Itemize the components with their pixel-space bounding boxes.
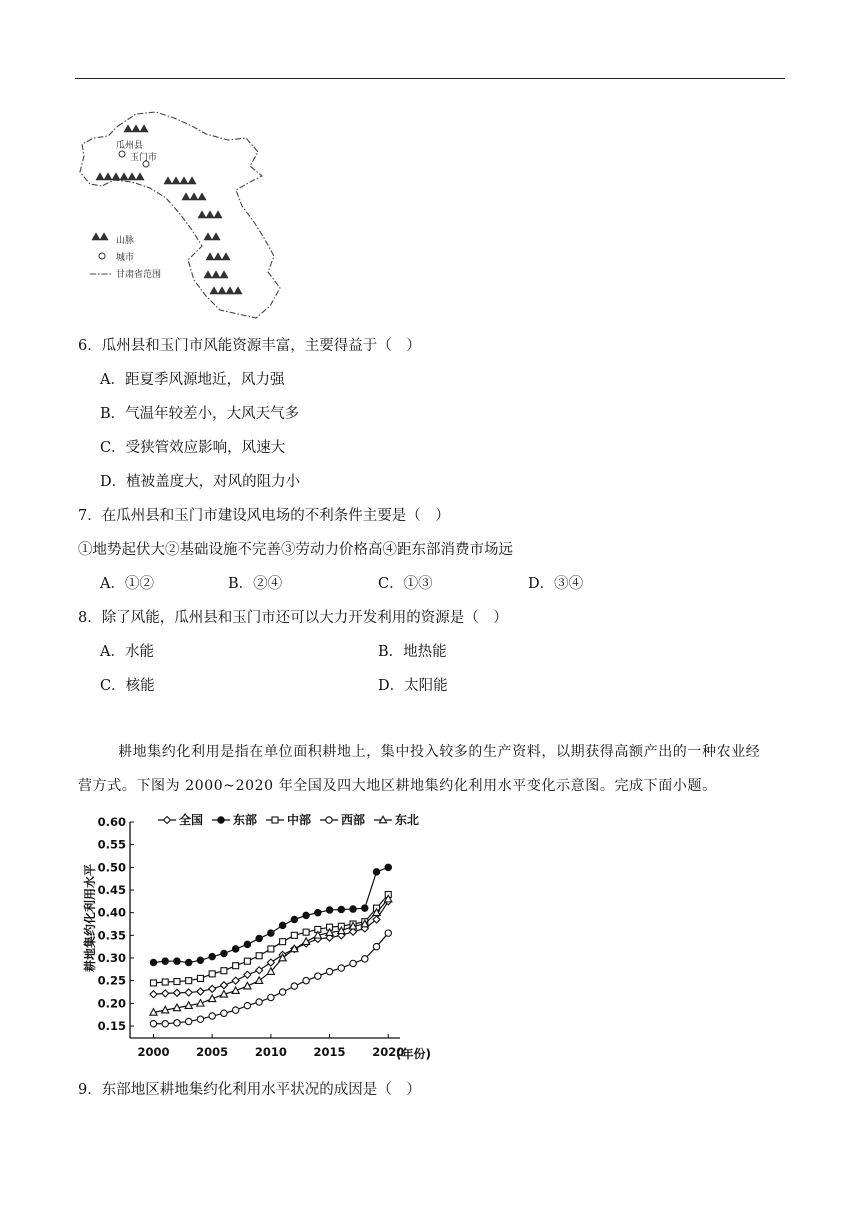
x-tick-label: 2020 xyxy=(372,1045,405,1059)
data-point xyxy=(279,922,285,928)
legend-item xyxy=(158,812,203,827)
data-point xyxy=(268,946,274,952)
legend-item xyxy=(374,812,419,827)
data-point xyxy=(256,935,262,941)
question-6-option-a: A．距夏季风源地近，风力强 xyxy=(100,372,285,388)
data-point xyxy=(244,941,250,947)
question-7-stem: 7．在瓜州县和玉门市建设风电场的不利条件主要是（ ） xyxy=(78,508,450,524)
data-point xyxy=(268,930,274,936)
legend-item xyxy=(320,812,365,827)
data-point xyxy=(268,994,274,1000)
question-7-option-d: D．③④ xyxy=(528,576,584,592)
data-point xyxy=(232,1007,238,1013)
legend-city-label: 城市 xyxy=(116,253,135,263)
question-8-option-a: A．水能 xyxy=(100,644,154,660)
city-label-guazhou: 瓜州县 xyxy=(116,141,144,151)
data-point xyxy=(267,959,274,966)
question-8-option-c: C．核能 xyxy=(100,678,155,694)
data-point xyxy=(291,916,297,922)
data-point xyxy=(280,939,286,945)
y-tick-label: 0.15 xyxy=(97,1019,126,1033)
y-tick-label: 0.55 xyxy=(97,837,126,852)
data-point xyxy=(373,943,379,949)
data-point xyxy=(244,982,251,989)
data-point xyxy=(173,989,180,996)
data-point xyxy=(197,975,203,981)
y-tick-label: 0.25 xyxy=(97,973,126,988)
data-point xyxy=(315,973,321,979)
data-point xyxy=(244,1002,250,1008)
data-point xyxy=(350,960,356,966)
data-point xyxy=(185,989,192,996)
data-point xyxy=(362,905,368,911)
chart-x-axis-label: (年份) xyxy=(396,1047,431,1061)
data-point xyxy=(256,999,262,1005)
mountain-icon xyxy=(92,125,242,294)
legend-marker xyxy=(164,817,171,824)
data-point xyxy=(338,965,344,971)
data-point xyxy=(244,971,251,978)
data-point xyxy=(174,979,180,985)
data-point xyxy=(220,982,227,989)
y-tick-label: 0.50 xyxy=(97,860,126,875)
intensification-line-chart xyxy=(78,808,448,1066)
city-marker-guazhou xyxy=(119,151,125,157)
data-point xyxy=(244,958,250,964)
data-point xyxy=(338,906,344,912)
data-point xyxy=(315,909,321,915)
data-point xyxy=(174,1020,180,1026)
question-6-stem: 6．瓜州县和玉门市风能资源丰富，主要得益于（ ） xyxy=(78,338,421,354)
data-point xyxy=(232,946,238,952)
legend-city-icon xyxy=(99,253,105,259)
question-8-option-d: D．太阳能 xyxy=(378,678,448,694)
data-point xyxy=(256,953,262,959)
data-point xyxy=(233,963,239,969)
x-tick-label: 2000 xyxy=(137,1045,170,1059)
y-tick-label: 0.30 xyxy=(97,951,126,965)
data-point xyxy=(362,956,368,962)
province-boundary xyxy=(80,112,280,318)
data-point xyxy=(256,977,263,984)
legend-mountain-label: 山脉 xyxy=(116,236,135,246)
data-point xyxy=(150,991,157,998)
y-tick-label: 0.60 xyxy=(97,815,126,829)
question-8-stem: 8．除了风能，瓜州县和玉门市还可以大力开发利用的资源是（ ） xyxy=(78,610,508,626)
passage-line-2: 营方式。下图为 2000~2020 年全国及四大地区耕地集约化利用水平变化示意图。完成下面小题。 xyxy=(78,778,717,794)
data-point xyxy=(221,968,227,974)
question-6-option-c: C．受狭管效应影响，风速大 xyxy=(100,440,286,456)
legend-item xyxy=(212,812,257,827)
data-point xyxy=(209,953,215,959)
y-tick-label: 0.20 xyxy=(97,996,126,1011)
data-point xyxy=(303,929,309,935)
gansu-map xyxy=(78,110,310,322)
data-point xyxy=(256,967,263,974)
legend-marker xyxy=(272,817,278,823)
question-6-option-b: B．气温年较差小，大风天气多 xyxy=(100,406,300,422)
data-point xyxy=(162,979,168,985)
data-point xyxy=(150,959,156,965)
question-7-option-a: A．①② xyxy=(100,576,154,592)
data-point xyxy=(303,977,309,983)
data-point xyxy=(279,989,285,995)
legend-label: 西部 xyxy=(341,813,366,827)
data-point xyxy=(291,983,297,989)
question-7-option-c: C．①③ xyxy=(378,576,433,592)
data-point xyxy=(373,869,379,875)
data-point xyxy=(197,957,203,963)
data-point xyxy=(162,1021,168,1027)
data-point xyxy=(385,930,391,936)
data-point xyxy=(303,912,309,918)
chart-y-axis-label: 耕地集约化利用水平 xyxy=(83,863,97,973)
data-point xyxy=(197,1016,203,1022)
data-point xyxy=(209,971,215,977)
data-point xyxy=(232,977,239,984)
data-point xyxy=(221,950,227,956)
legend-marker xyxy=(326,817,332,823)
data-point xyxy=(162,990,169,997)
legend-boundary-label: 甘肃省范围 xyxy=(116,270,162,280)
data-point xyxy=(150,1021,156,1027)
data-point xyxy=(302,938,309,945)
data-point xyxy=(174,958,180,964)
city-label-yumen: 玉门市 xyxy=(130,153,158,163)
question-7-items: ①地势起伏大②基础设施不完善③劳动力价格高④距东部消费市场远 xyxy=(78,542,513,558)
data-point xyxy=(150,980,156,986)
x-tick-label: 2010 xyxy=(254,1045,287,1059)
legend-label: 全国 xyxy=(179,813,204,827)
legend-item xyxy=(266,812,311,827)
legend-label: 东部 xyxy=(233,813,258,827)
data-point xyxy=(291,932,297,938)
y-tick-label: 0.35 xyxy=(97,928,126,943)
question-6-option-d: D．植被盖度大，对风的阻力小 xyxy=(100,474,301,490)
data-point xyxy=(186,978,192,984)
legend-label: 东北 xyxy=(395,813,420,827)
legend-label: 中部 xyxy=(287,813,312,827)
question-7-option-b: B．②④ xyxy=(228,576,283,592)
data-point xyxy=(350,906,356,912)
data-point xyxy=(326,907,332,913)
y-tick-label: 0.45 xyxy=(97,883,126,897)
data-point xyxy=(221,1010,227,1016)
data-point xyxy=(185,959,191,965)
data-point xyxy=(385,864,391,870)
passage-line-1: 耕地集约化利用是指在单位面积耕地上，集中投入较多的生产资料，以期获得高额产出的一种农业经 xyxy=(118,744,761,760)
header-rule xyxy=(75,78,785,79)
data-point xyxy=(197,988,204,995)
x-tick-label: 2005 xyxy=(196,1045,229,1059)
data-point xyxy=(162,958,168,964)
x-tick-label: 2015 xyxy=(313,1045,346,1059)
data-point xyxy=(209,985,216,992)
legend-marker xyxy=(218,817,224,823)
data-point xyxy=(209,1013,215,1019)
data-point xyxy=(185,1018,191,1024)
y-tick-label: 0.40 xyxy=(97,905,126,920)
question-9-stem: 9．东部地区耕地集约化利用水平状况的成因是（ ） xyxy=(78,1082,421,1098)
question-8-option-b: B．地热能 xyxy=(378,644,447,660)
data-point xyxy=(326,968,332,974)
